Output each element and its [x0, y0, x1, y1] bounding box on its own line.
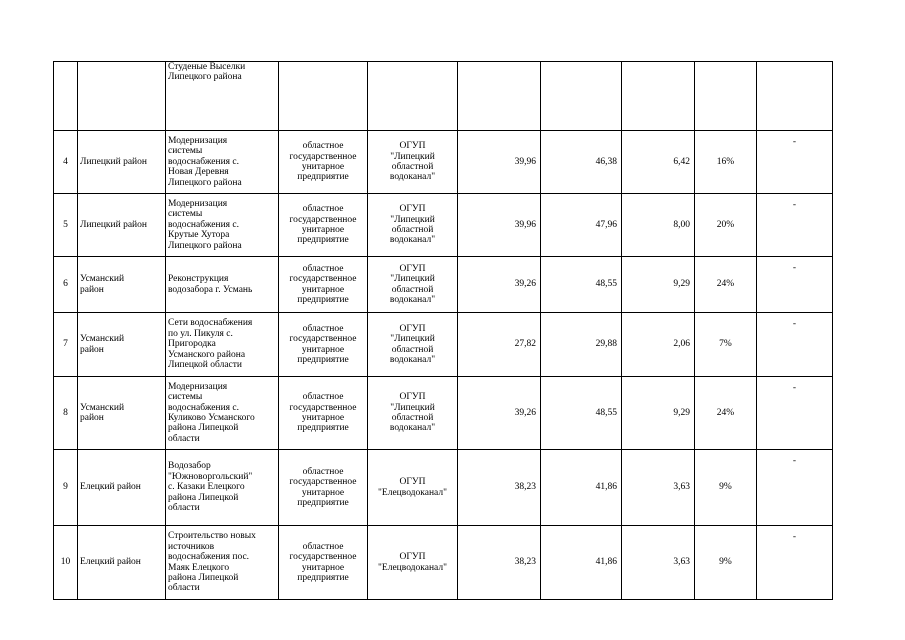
value-1-cell: 39,26	[458, 377, 541, 450]
ownership-form-cell	[279, 62, 368, 131]
project-cell: Водозабор "Южноворгольский" с. Казаки Елецкого района Липецкой области	[166, 450, 279, 526]
row-number-cell: 7	[54, 313, 78, 377]
project-cell: Модернизация системы водоснабжения с. Новая Деревня Липецкого района	[166, 131, 279, 194]
percent-cell: 24%	[695, 257, 757, 313]
percent-cell	[695, 62, 757, 131]
note-cell: -	[757, 257, 833, 313]
note-cell: -	[757, 194, 833, 257]
value-2-cell: 29,88	[541, 313, 622, 377]
value-2-cell	[541, 62, 622, 131]
ownership-form-cell: областное государственное унитарное предприятие	[279, 131, 368, 194]
district-cell	[78, 62, 166, 131]
organization-cell: ОГУП "Елецводоканал"	[368, 526, 458, 600]
value-1-cell	[458, 62, 541, 131]
district-cell: Усманский район	[78, 377, 166, 450]
table-row	[54, 194, 833, 257]
value-1-cell: 38,23	[458, 450, 541, 526]
district-cell: Усманский район	[78, 313, 166, 377]
note-cell	[757, 62, 833, 131]
organization-cell: ОГУП "Елецводоканал"	[368, 450, 458, 526]
note-cell: -	[757, 313, 833, 377]
organization-cell: ОГУП "Липецкий областной водоканал"	[368, 131, 458, 194]
water-projects-table	[53, 61, 833, 600]
organization-cell	[368, 62, 458, 131]
organization-cell: ОГУП "Липецкий областной водоканал"	[368, 194, 458, 257]
row-number-cell: 9	[54, 450, 78, 526]
value-2-cell: 48,55	[541, 377, 622, 450]
table-row	[54, 313, 833, 377]
project-cell: Строительство новых источников водоснабжения пос. Маяк Елецкого района Липецкой области	[166, 526, 279, 600]
row-number-cell: 10	[54, 526, 78, 600]
value-1-cell: 39,96	[458, 131, 541, 194]
project-cell: Сети водоснабжения по ул. Пикуля с. Пригородка Усманского района Липецкой области	[166, 313, 279, 377]
district-cell: Елецкий район	[78, 526, 166, 600]
value-1-cell: 38,23	[458, 526, 541, 600]
organization-cell: ОГУП "Липецкий областной водоканал"	[368, 377, 458, 450]
table-row	[54, 450, 833, 526]
value-3-cell: 3,63	[622, 526, 695, 600]
note-cell: -	[757, 450, 833, 526]
value-2-cell: 48,55	[541, 257, 622, 313]
value-2-cell: 41,86	[541, 526, 622, 600]
row-number-cell: 8	[54, 377, 78, 450]
percent-cell: 9%	[695, 526, 757, 600]
row-number-cell	[54, 62, 78, 131]
organization-cell: ОГУП "Липецкий областной водоканал"	[368, 313, 458, 377]
ownership-form-cell: областное государственное унитарное предприятие	[279, 313, 368, 377]
value-2-cell: 46,38	[541, 131, 622, 194]
district-cell: Липецкий район	[78, 131, 166, 194]
ownership-form-cell: областное государственное унитарное предприятие	[279, 450, 368, 526]
row-number-cell: 4	[54, 131, 78, 194]
district-cell: Липецкий район	[78, 194, 166, 257]
percent-cell: 24%	[695, 377, 757, 450]
ownership-form-cell: областное государственное унитарное предприятие	[279, 377, 368, 450]
value-3-cell	[622, 62, 695, 131]
district-cell: Елецкий район	[78, 450, 166, 526]
table-row	[54, 62, 833, 131]
value-3-cell: 2,06	[622, 313, 695, 377]
value-3-cell: 8,00	[622, 194, 695, 257]
project-cell: Модернизация системы водоснабжения с. Крутые Хутора Липецкого района	[166, 194, 279, 257]
ownership-form-cell: областное государственное унитарное предприятие	[279, 526, 368, 600]
note-cell: -	[757, 377, 833, 450]
table-row	[54, 131, 833, 194]
value-2-cell: 41,86	[541, 450, 622, 526]
value-1-cell: 39,26	[458, 257, 541, 313]
table-row	[54, 257, 833, 313]
project-cell: Студеные Выселки Липецкого района	[166, 62, 279, 131]
value-3-cell: 6,42	[622, 131, 695, 194]
ownership-form-cell: областное государственное унитарное предприятие	[279, 194, 368, 257]
organization-cell: ОГУП "Липецкий областной водоканал"	[368, 257, 458, 313]
value-2-cell: 47,96	[541, 194, 622, 257]
value-3-cell: 9,29	[622, 257, 695, 313]
percent-cell: 9%	[695, 450, 757, 526]
percent-cell: 7%	[695, 313, 757, 377]
ownership-form-cell: областное государственное унитарное предприятие	[279, 257, 368, 313]
district-cell: Усманский район	[78, 257, 166, 313]
percent-cell: 16%	[695, 131, 757, 194]
row-number-cell: 6	[54, 257, 78, 313]
value-1-cell: 27,82	[458, 313, 541, 377]
value-3-cell: 3,63	[622, 450, 695, 526]
table-row	[54, 526, 833, 600]
project-cell: Реконструкция водозабора г. Усмань	[166, 257, 279, 313]
value-3-cell: 9,29	[622, 377, 695, 450]
value-1-cell: 39,96	[458, 194, 541, 257]
note-cell: -	[757, 131, 833, 194]
note-cell: -	[757, 526, 833, 600]
project-cell: Модернизация системы водоснабжения с. Куликово Усманского района Липецкой области	[166, 377, 279, 450]
percent-cell: 20%	[695, 194, 757, 257]
table-row	[54, 377, 833, 450]
row-number-cell: 5	[54, 194, 78, 257]
